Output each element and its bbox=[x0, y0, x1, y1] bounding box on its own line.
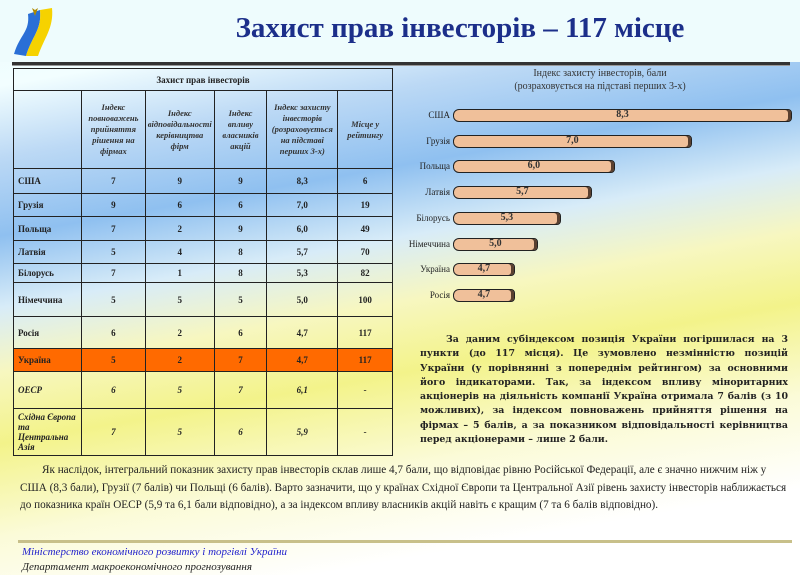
value-cell: 7 bbox=[214, 372, 267, 409]
country-cell: Росія bbox=[14, 317, 82, 349]
bar bbox=[453, 135, 692, 148]
value-cell: 49 bbox=[338, 217, 393, 241]
table-row bbox=[14, 264, 393, 283]
table-row bbox=[14, 169, 393, 194]
bar-value-label: 6,0 bbox=[527, 160, 541, 172]
value-cell: 2 bbox=[145, 349, 214, 372]
value-cell: 5,0 bbox=[267, 283, 338, 317]
value-cell: 8,3 bbox=[267, 169, 338, 194]
value-cell: 6 bbox=[214, 317, 267, 349]
value-cell: - bbox=[338, 372, 393, 409]
country-cell: Польща bbox=[14, 217, 82, 241]
column-header: Індекс повноважень прийняття рішення на фірмах bbox=[82, 91, 146, 169]
value-cell: 5 bbox=[214, 283, 267, 317]
country-cell: Латвія bbox=[14, 241, 82, 264]
value-cell: 6 bbox=[338, 169, 393, 194]
value-cell: 5,3 bbox=[267, 264, 338, 283]
bar-label: Польща bbox=[419, 161, 450, 172]
country-cell: Грузія bbox=[14, 194, 82, 217]
value-cell: 4,7 bbox=[267, 349, 338, 372]
header bbox=[0, 0, 800, 62]
column-header: Індекс впливу власників акцій bbox=[214, 91, 267, 169]
value-cell: 5 bbox=[145, 372, 214, 409]
value-cell: 8 bbox=[214, 264, 267, 283]
value-cell: 5 bbox=[145, 283, 214, 317]
investor-index-chart bbox=[395, 62, 800, 317]
value-cell: 1 bbox=[145, 264, 214, 283]
investor-protection-table bbox=[13, 68, 393, 456]
chart-subtitle: (розраховується на підставі перших 3-х) bbox=[514, 81, 686, 92]
value-cell: 6,0 bbox=[267, 217, 338, 241]
table-row bbox=[14, 241, 393, 264]
value-cell: 100 bbox=[338, 283, 393, 317]
country-cell: Білорусь bbox=[14, 264, 82, 283]
value-cell: 9 bbox=[214, 217, 267, 241]
table-row bbox=[14, 317, 393, 349]
value-cell: 7 bbox=[82, 169, 146, 194]
table-row bbox=[14, 194, 393, 217]
value-cell: 117 bbox=[338, 349, 393, 372]
bar bbox=[453, 263, 515, 276]
value-cell: 2 bbox=[145, 317, 214, 349]
table-row bbox=[14, 372, 393, 409]
value-cell: 19 bbox=[338, 194, 393, 217]
column-header: Індекс захисту інвесторів (розраховується на підставі перших 3-х) bbox=[267, 91, 338, 169]
country-cell: Україна bbox=[14, 349, 82, 372]
value-cell: 7 bbox=[82, 409, 146, 456]
bar-label: Латвія bbox=[425, 187, 450, 198]
value-cell: 8 bbox=[214, 241, 267, 264]
conclusion-paragraph: Як наслідок, інтегральний показник захисту прав інвесторів склав лише 4,7 бали, що відповідає рівню Російської Федерації, але є значно нижчим ніж у США (8,3 бали), Грузії (7 балів) чи Польщі (6 балів). Варто зазначити, що у країнах Східної Європи та Центральної Азії рівень захисту інвесторів наближається до показника країн ОЕСР (5,9 та 6,1 бали відповідно), а за індексом впливу власників акцій навіть є кращим (7 та 6 балів відповідно). bbox=[20, 464, 787, 511]
value-cell: 4 bbox=[145, 241, 214, 264]
value-cell: 5,9 bbox=[267, 409, 338, 456]
value-cell: 6 bbox=[214, 409, 267, 456]
country-cell: Німеччина bbox=[14, 283, 82, 317]
column-header bbox=[14, 91, 82, 169]
value-cell: 6 bbox=[82, 372, 146, 409]
bar-value-label: 8,3 bbox=[616, 109, 629, 120]
value-cell: 5 bbox=[82, 241, 146, 264]
department-name: Департамент макроекономічного прогнозування bbox=[22, 561, 252, 573]
bar-value-label: 4,7 bbox=[477, 288, 491, 300]
value-cell: 7,0 bbox=[267, 194, 338, 217]
bar-label: Україна bbox=[420, 264, 450, 275]
bar-label: Білорусь bbox=[416, 212, 450, 223]
value-cell: 6 bbox=[145, 194, 214, 217]
bar bbox=[453, 238, 538, 251]
bar bbox=[453, 212, 561, 225]
bar-value-label: 4,7 bbox=[477, 263, 491, 275]
bar-label: США bbox=[428, 110, 450, 120]
value-cell: 5,7 bbox=[267, 241, 338, 264]
footer-divider bbox=[18, 540, 792, 543]
value-cell: 9 bbox=[214, 169, 267, 194]
bar bbox=[453, 186, 592, 199]
country-cell: США bbox=[14, 169, 82, 194]
value-cell: 82 bbox=[338, 264, 393, 283]
value-cell: - bbox=[338, 409, 393, 456]
column-header: Індекс відповідальності керівництва фірм bbox=[145, 91, 214, 169]
country-cell: Східна Європа та Центральна Азія bbox=[14, 409, 82, 456]
value-cell: 5 bbox=[82, 349, 146, 372]
value-cell: 6 bbox=[214, 194, 267, 217]
bar-value-label: 7,0 bbox=[566, 134, 579, 146]
value-cell: 70 bbox=[338, 241, 393, 264]
bar-value-label: 5,0 bbox=[489, 237, 502, 249]
bar bbox=[453, 160, 615, 173]
bar bbox=[453, 289, 515, 302]
value-cell: 5 bbox=[145, 409, 214, 456]
analysis-paragraph: За даним субіндексом позиція України погіршилася на 3 пункти (до 117 місця). Це зумовлено незмінністю позицій України (у порівнянні з попереднім рейтингом) за основними його індикаторами. Так, за індексом впливу міноритарних акціонерів на діяльність компанії Україна отримала 7 балів (з 10 можливих), за індексом повноважень прийняття рішення на фірмах – 5 балів, а за показником відповідальності керівництва перед акціонерами – лише 2 бали. bbox=[420, 334, 788, 446]
value-cell: 6 bbox=[82, 317, 146, 349]
bar-value-label: 5,7 bbox=[516, 186, 529, 198]
value-cell: 6,1 bbox=[267, 372, 338, 409]
column-header: Місце у рейтингу bbox=[338, 91, 393, 169]
value-cell: 9 bbox=[82, 194, 146, 217]
value-cell: 9 bbox=[145, 169, 214, 194]
value-cell: 4,7 bbox=[267, 317, 338, 349]
value-cell: 5 bbox=[82, 283, 146, 317]
chart-title: Індекс захисту інвесторів, бали bbox=[533, 68, 667, 79]
country-cell: ОЕСР bbox=[14, 372, 82, 409]
ministry-name: Міністерство економічного розвитку і торгівлі України bbox=[22, 546, 288, 558]
table-row bbox=[14, 283, 393, 317]
value-cell: 2 bbox=[145, 217, 214, 241]
page-title: Захист прав інвесторів – 117 місце bbox=[235, 12, 685, 44]
bar bbox=[453, 109, 792, 122]
bar-label: Грузія bbox=[426, 135, 450, 146]
bar-label: Німеччина bbox=[408, 238, 450, 249]
value-cell: 7 bbox=[82, 217, 146, 241]
table-row bbox=[14, 217, 393, 241]
table-row bbox=[14, 409, 393, 456]
value-cell: 117 bbox=[338, 317, 393, 349]
table-title: Захист прав інвесторів bbox=[14, 69, 393, 91]
value-cell: 7 bbox=[82, 264, 146, 283]
table-row bbox=[14, 349, 393, 372]
ukraine-flag-logo-icon bbox=[10, 4, 56, 56]
bar-value-label: 5,3 bbox=[500, 211, 514, 223]
value-cell: 7 bbox=[214, 349, 267, 372]
bar-label: Росія bbox=[429, 289, 450, 300]
